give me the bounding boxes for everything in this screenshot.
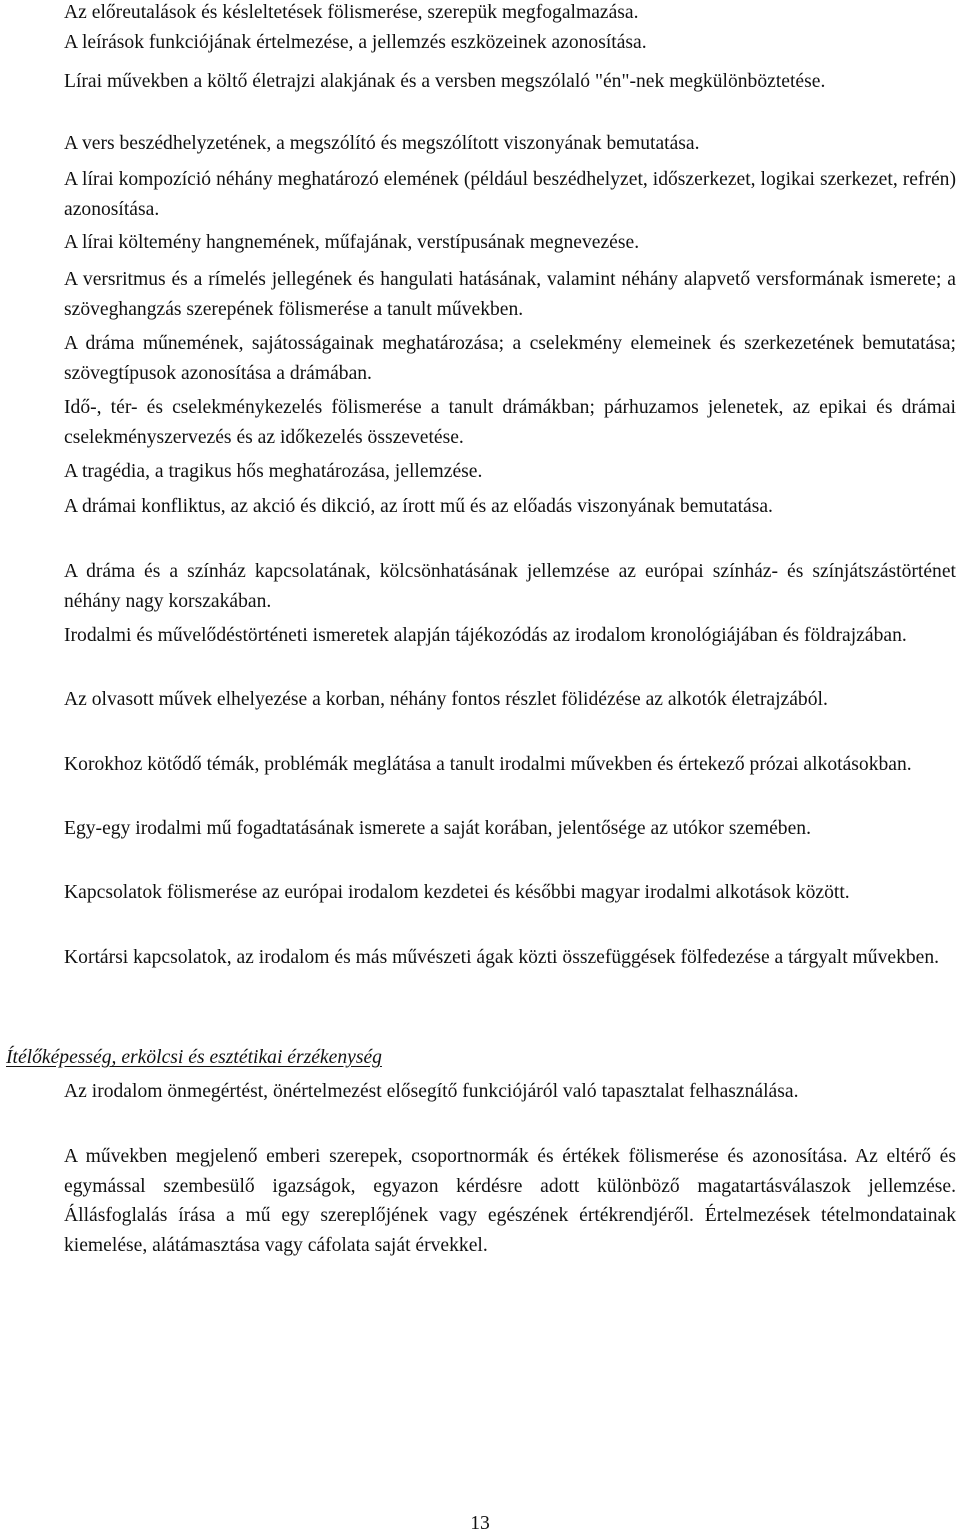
paragraph: A versritmus és a rímelés jellegének és hangulati hatásának, valamint néhány alapvető versformának ismerete; a szöveghangzás szerepének fölismerése a tanult művekben. — [64, 269, 956, 320]
paragraph: Korokhoz kötődő témák, problémák meglátása a tanult irodalmi művekben és értekező prózai alkotásokban. — [64, 754, 912, 775]
paragraph: Idő-, tér- és cselekménykezelés fölismerése a tanult drámákban; párhuzamos jelenetek, az epikai és drámai cselekményszervezés és az időkezelés összevetése. — [64, 397, 956, 448]
paragraph: Irodalmi és művelődéstörténeti ismeretek alapján tájékozódás az irodalom kronológiájában és földrajzában. — [64, 625, 907, 646]
paragraph: A drámai konfliktus, az akció és dikció, az írott mű és az előadás viszonyának bemutatása. — [64, 496, 773, 517]
paragraph: A vers beszédhelyzetének, a megszólító és megszólított viszonyának bemutatása. — [64, 133, 700, 154]
paragraph: Egy-egy irodalmi mű fogadtatásának ismerete a saját korában, jelentősége az utókor szemében. — [64, 818, 811, 839]
paragraph: A dráma műnemének, sajátosságainak meghatározása; a cselekmény elemeinek és szerkezetének bemutatása; szövegtípusok azonosítása a drámában. — [64, 333, 956, 384]
paragraph: A dráma és a színház kapcsolatának, kölcsönhatásának jellemzése az európai színház- és színjátszástörténet néhány nagy korszakában. — [64, 561, 956, 612]
paragraph: A leírások funkciójának értelmezése, a jellemzés eszközeinek azonosítása. — [64, 32, 647, 53]
paragraph: Az olvasott művek elhelyezése a korban, néhány fontos részlet fölidézése az alkotók életrajzából. — [64, 689, 828, 710]
paragraph: Kapcsolatok fölismerése az európai irodalom kezdetei és későbbi magyar irodalmi alkotások között. — [64, 882, 850, 903]
paragraph: Az irodalom önmegértést, önértelmezést elősegítő funkciójáról való tapasztalat felhasználása. — [64, 1081, 799, 1102]
paragraph: A tragédia, a tragikus hős meghatározása, jellemzése. — [64, 461, 483, 482]
paragraph: A lírai kompozíció néhány meghatározó elemének (például beszédhelyzet, időszerkezet, logikai szerkezet, refrén) azonosítása. — [64, 169, 956, 220]
paragraph: A lírai költemény hangnemének, műfajának, verstípusának megnevezése. — [64, 232, 640, 253]
section-heading: Ítélőképesség, erkölcsi és esztétikai érzékenység — [6, 1047, 382, 1068]
paragraph: A művekben megjelenő emberi szerepek, csoportnormák és értékek fölismerése és azonosítása. Az eltérő és egymással szembesülő igazságok, egyazon kérdésre adott különböző magatartásválaszok jellemzése. Állásfoglalás írása a mű egy szereplőjének vagy egészének értékrendjéről. Értelmezések tételmondatainak kiemelése, alátámasztása vagy cáfolata saját érvekkel. — [64, 1146, 956, 1256]
page-number: 13 — [470, 1513, 490, 1534]
paragraph: Lírai művekben a költő életrajzi alakjának és a versben megszólaló "én"-nek megkülönböztetése. — [64, 71, 826, 92]
paragraph: Kortársi kapcsolatok, az irodalom és más művészeti ágak közti összefüggések fölfedezése a tárgyalt művekben. — [64, 947, 940, 968]
paragraph: Az előreutalások és késleltetések fölismerése, szerepük megfogalmazása. — [64, 2, 639, 23]
